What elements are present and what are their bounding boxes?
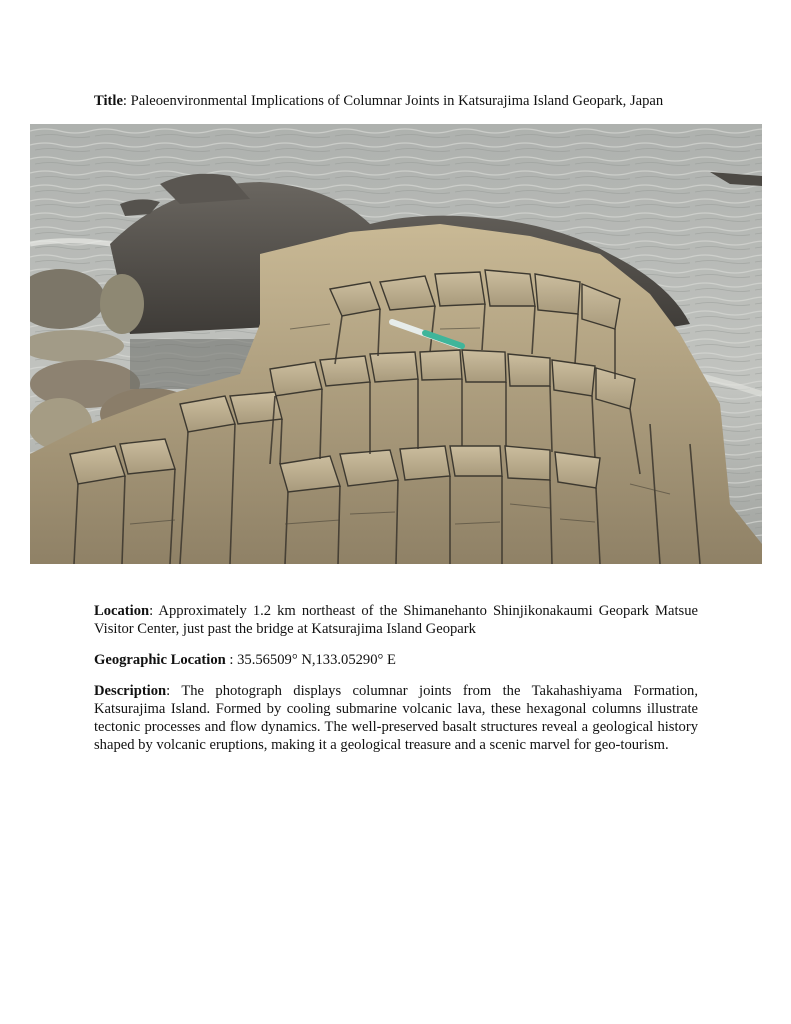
description-label: Description bbox=[94, 683, 167, 699]
description-text: : The photograph displays columnar joints from the Takahashiyama Formation, Katsurajima Island. Formed by cooling submarine volcanic lava, these hexagonal columns illustrate tectonic processes and flow dynamics. The well-preserved basalt structures reveal a geological history shaped by volcanic eruptions, making it a geological treasure and a scenic marvel for geo-tourism. bbox=[94, 683, 698, 753]
title-text: : Paleoenvironmental Implications of Columnar Joints in Katsurajima Island Geopark, Japan bbox=[122, 93, 664, 109]
document-title bbox=[94, 92, 704, 110]
geographic-location-text: : 35.56509° N,133.05290° E bbox=[225, 652, 396, 668]
columnar-joints-photo bbox=[30, 124, 762, 564]
location-paragraph bbox=[94, 602, 698, 638]
location-label: Location bbox=[94, 603, 150, 619]
title-label: Title bbox=[94, 93, 123, 109]
geographic-location-paragraph bbox=[94, 651, 698, 669]
location-text: : Approximately 1.2 km northeast of the Shimanehanto Shinjikonakaumi Geopark Matsue Visitor Center, just past the bridge at Katsurajima Island Geopark bbox=[94, 603, 698, 637]
description-paragraph bbox=[94, 682, 698, 754]
geographic-location-label: Geographic Location bbox=[94, 652, 226, 668]
